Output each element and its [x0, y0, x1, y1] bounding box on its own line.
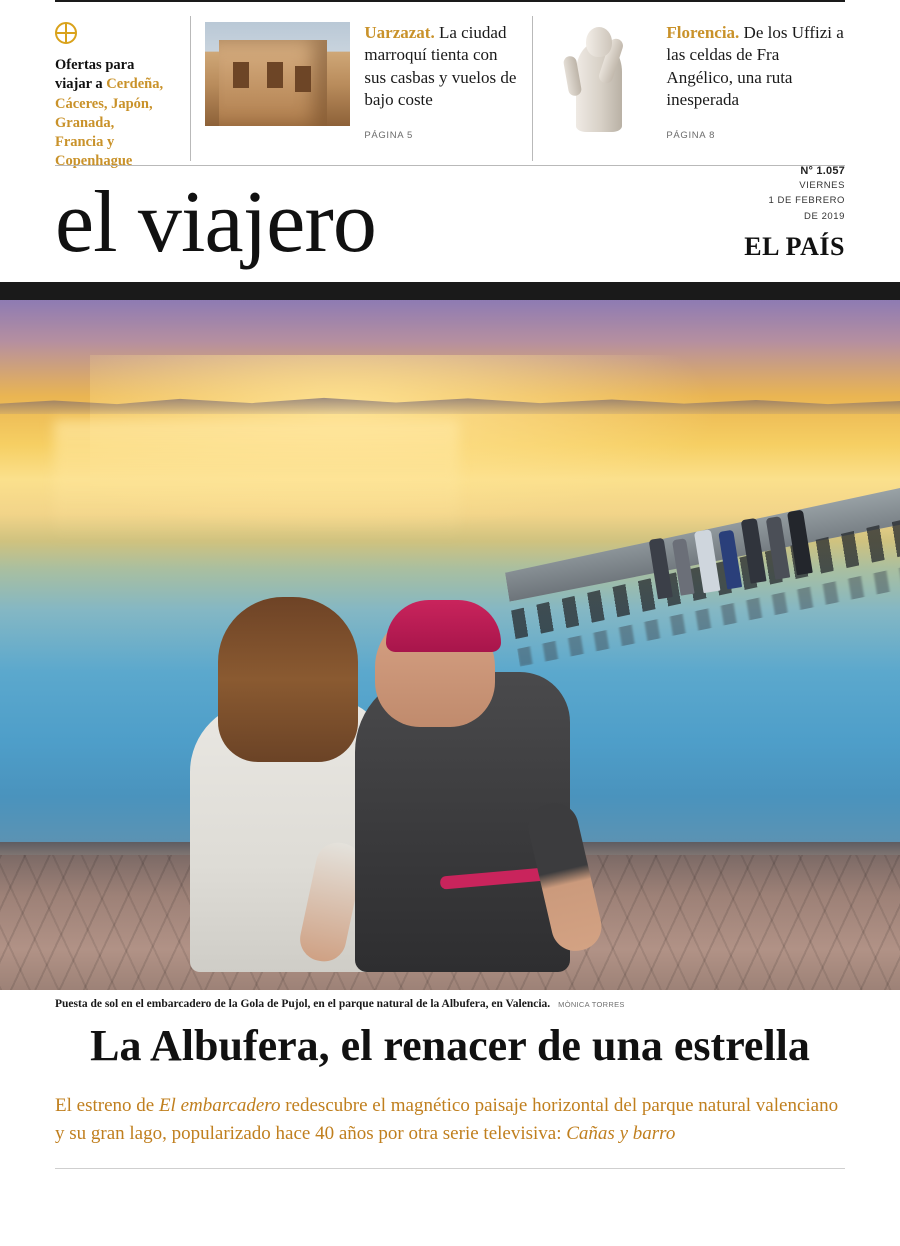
morocco-kasbah-photo	[205, 22, 350, 126]
issue-date-line2: DE 2019	[804, 211, 845, 223]
teaser-uarzazat-text	[364, 22, 517, 112]
photo-caption: Puesta de sol en el embarcadero de la Gola de Pujol, en el parque natural de la Albufera, en Valencia.	[55, 998, 551, 1010]
david-statue-photo	[546, 22, 654, 132]
subhead-part-4: Cañas y barro	[566, 1122, 676, 1144]
masthead-meta	[744, 165, 845, 276]
teaser-florencia[interactable]	[546, 16, 845, 141]
teaser-florencia-body: De los Uffizi a las celdas de Fra Angélico, una ruta inesperada	[666, 23, 844, 110]
offers-text	[55, 56, 164, 172]
teaser-divider-1	[190, 16, 191, 161]
couple-graphic	[190, 572, 630, 972]
globe-icon	[55, 22, 77, 44]
issue-weekday: VIERNES	[799, 179, 845, 191]
teaser-uarzazat-page: PÁGINA 5	[364, 129, 413, 141]
offers-text-highlight: Cerdeña, Cáceres, Japón, Granada, Francia y Copenhague	[55, 76, 164, 170]
teaser-offers[interactable]	[55, 16, 176, 172]
masthead	[55, 166, 845, 276]
issue-date-line1: 1 DE FEBRERO	[768, 195, 845, 207]
issue-number: N° 1.057	[800, 164, 845, 177]
masthead-black-bar	[0, 282, 900, 300]
subhead-part-2: El embarcadero	[158, 1094, 281, 1116]
teaser-florencia-lead: Florencia.	[666, 23, 740, 42]
teaser-strip	[55, 0, 845, 170]
teaser-florencia-page: PÁGINA 8	[666, 129, 716, 141]
photo-credit: MÒNICA TORRES	[558, 1000, 625, 1009]
teaser-florencia-text	[666, 22, 845, 112]
page-title: La Albufera, el renacer de una estrella	[90, 1021, 810, 1070]
subhead-part-3: redescubre el magnético paisaje horizontal del parque natural valenciano y su gran lago, popularizado hace 40 años por otra serie televisiva:	[55, 1094, 839, 1144]
photo-caption-row	[55, 998, 845, 1010]
masthead-title: el viajero	[55, 174, 377, 272]
elpais-logo: EL PAÍS	[744, 232, 845, 261]
offers-text-plain: Ofertas para viajar a	[55, 57, 135, 93]
teaser-divider-2	[532, 16, 533, 161]
teaser-uarzazat-lead: Uarzazat.	[364, 23, 435, 42]
article-subhead	[55, 1092, 845, 1148]
teaser-uarzazat-body: La ciudad marroquí tienta con sus casbas y vuelos de bajo coste	[364, 23, 517, 110]
bottom-divider	[55, 1168, 845, 1169]
teaser-uarzazat[interactable]	[205, 16, 517, 141]
subhead-part-1: El estreno de	[55, 1094, 159, 1116]
albufera-sunset-photo	[0, 300, 900, 990]
